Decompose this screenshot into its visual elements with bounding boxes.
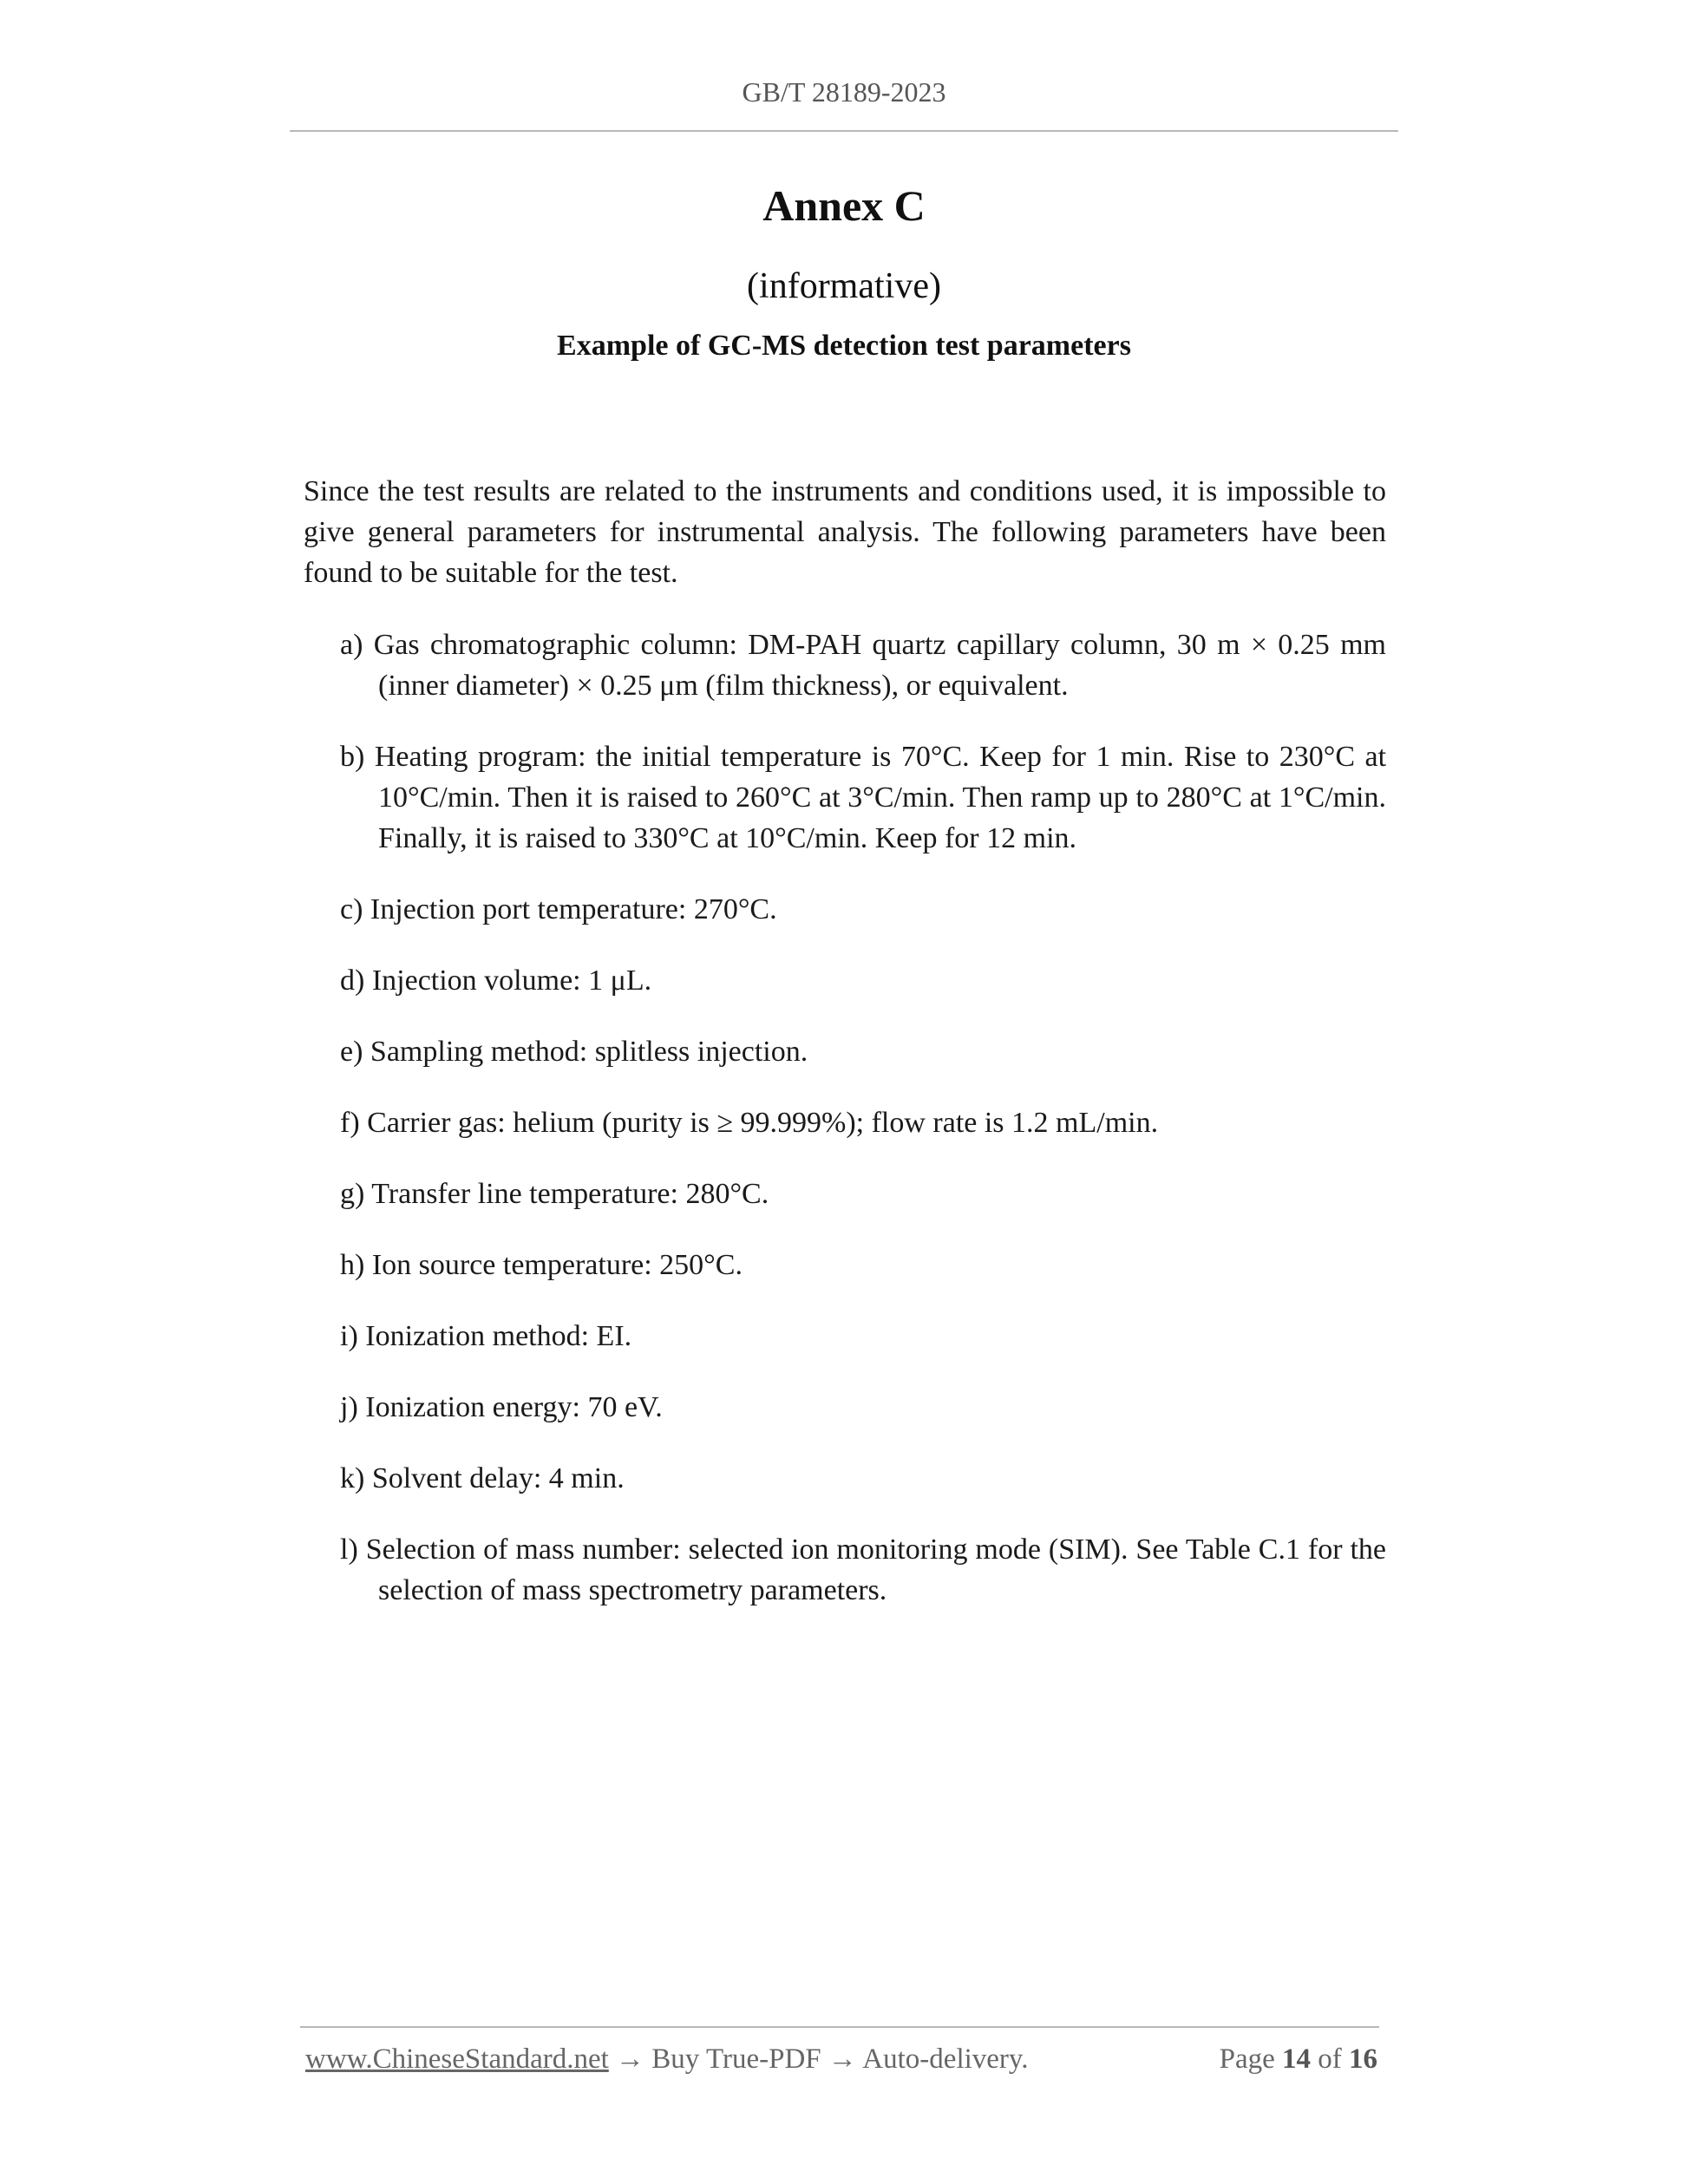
list-marker: g) (340, 1178, 365, 1210)
list-marker: l) (340, 1533, 358, 1566)
footer-promo (305, 2043, 1029, 2076)
parameter-text: Injection port temperature: 270°C. (370, 893, 777, 925)
list-marker: i) (340, 1320, 358, 1352)
intro-paragraph: Since the test results are related to the instruments and conditions used, it is impossible to give general parameters for instrumental analysis. The following parameters have been found to be suitable for the test. (304, 475, 1386, 589)
parameter-item-l (340, 1529, 1386, 1611)
site-link[interactable]: www.ChineseStandard.net (305, 2043, 609, 2075)
parameter-item-h (340, 1245, 1386, 1285)
list-marker: f) (340, 1107, 360, 1139)
page-label: Page (1219, 2043, 1275, 2075)
parameter-text: Ionization energy: 70 eV. (365, 1391, 663, 1423)
promo-text: → Buy True-PDF → Auto-delivery. (616, 2043, 1029, 2075)
parameter-item-c (340, 889, 1386, 930)
list-marker: e) (340, 1036, 363, 1068)
list-marker: k) (340, 1462, 365, 1494)
parameter-item-g (340, 1174, 1386, 1214)
list-marker: h) (340, 1249, 365, 1281)
annex-subtitle: Example of GC-MS detection test parameters (557, 330, 1131, 362)
header-divider (290, 130, 1398, 132)
parameter-text: Injection volume: 1 μL. (371, 964, 652, 997)
parameter-item-a (340, 624, 1386, 706)
page-number (1220, 2043, 1377, 2076)
parameter-list (340, 624, 1386, 1641)
parameter-item-k (340, 1458, 1386, 1499)
parameter-text: Sampling method: splitless injection. (370, 1036, 808, 1068)
list-marker: c) (340, 893, 363, 925)
parameter-text: Ion source temperature: 250°C. (371, 1249, 743, 1281)
list-marker: d) (340, 964, 365, 997)
running-header: GB/T 28189-2023 (742, 76, 946, 108)
parameter-text: Ionization method: EI. (365, 1320, 632, 1352)
parameter-item-d (340, 960, 1386, 1001)
parameter-item-f (340, 1102, 1386, 1143)
parameter-text: Heating program: the initial temperature is 70°C. Keep for 1 min. Rise to 230°C at 10°C/min. Then it is raised to 260°C at 3°C/min. Then ramp up to 280°C at 1°C/min. Finally, it is raised to 330°C at 10°C/min. Keep for 12 min. (374, 741, 1387, 854)
parameter-text: Selection of mass number: selected ion monitoring mode (SIM). See Table C.1 for the selection of mass spectrometry parameters. (365, 1533, 1386, 1606)
page-total: 16 (1349, 2043, 1377, 2075)
parameter-text: Carrier gas: helium (purity is ≥ 99.999%); flow rate is 1.2 mL/min. (367, 1107, 1159, 1139)
list-marker: b) (340, 741, 365, 773)
annex-type: (informative) (747, 266, 941, 306)
page-of: of (1318, 2043, 1342, 2075)
parameter-item-j (340, 1387, 1386, 1428)
parameter-item-b (340, 736, 1386, 859)
parameter-item-i (340, 1316, 1386, 1357)
list-marker: a) (340, 629, 363, 661)
annex-title: Annex C (762, 181, 926, 230)
list-marker: j) (340, 1391, 358, 1423)
parameter-text: Solvent delay: 4 min. (371, 1462, 625, 1494)
page-current: 14 (1282, 2043, 1311, 2075)
parameter-text: Transfer line temperature: 280°C. (371, 1178, 769, 1210)
footer-divider (300, 2026, 1379, 2028)
parameter-item-e (340, 1031, 1386, 1072)
parameter-text: Gas chromatographic column: DM-PAH quartz capillary column, 30 m × 0.25 mm (inner diameter) × 0.25 μm (film thickness), or equivalent. (373, 629, 1386, 702)
